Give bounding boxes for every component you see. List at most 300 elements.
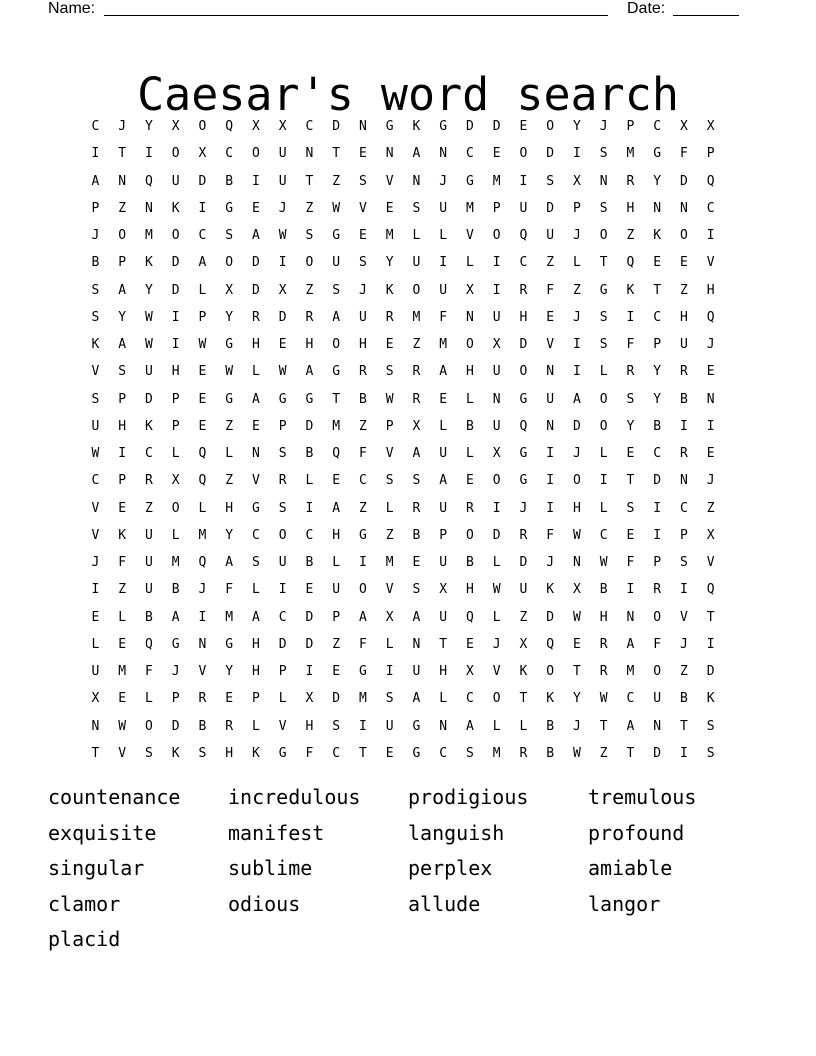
grid-letter: I (91, 582, 100, 598)
grid-letter: H (358, 337, 367, 353)
grid-letter: V (91, 527, 100, 543)
grid-letter: W (385, 391, 394, 407)
word-list-item: singular (48, 856, 145, 880)
grid-letter: Z (626, 228, 635, 244)
grid-letter: R (519, 527, 528, 543)
grid-letter: I (358, 555, 367, 571)
grid-letter: J (546, 555, 555, 571)
grid-letter: Z (305, 200, 314, 216)
grid-letter: I (679, 582, 688, 598)
grid-letter: L (385, 636, 394, 652)
grid-letter: Y (653, 391, 662, 407)
grid-letter: G (332, 228, 341, 244)
grid-letter: M (171, 555, 180, 571)
grid-letter: Z (385, 527, 394, 543)
grid-letter: K (144, 418, 153, 434)
grid-letter: M (626, 146, 635, 162)
grid-letter: D (305, 636, 314, 652)
grid-letter: E (465, 636, 474, 652)
grid-letter: H (519, 309, 528, 325)
grid-letter: Z (118, 582, 127, 598)
grid-letter: S (118, 364, 127, 380)
grid-letter: L (599, 364, 608, 380)
grid-letter: I (546, 446, 555, 462)
grid-letter: E (251, 418, 260, 434)
grid-letter: H (305, 718, 314, 734)
grid-letter: N (706, 391, 715, 407)
grid-letter: Z (332, 173, 341, 189)
grid-letter: Z (599, 745, 608, 761)
grid-letter: D (171, 718, 180, 734)
grid-letter: G (225, 391, 234, 407)
grid-letter: J (171, 664, 180, 680)
grid-letter: C (599, 527, 608, 543)
grid-letter: N (358, 119, 367, 135)
grid-letter: C (465, 146, 474, 162)
grid-letter: R (385, 309, 394, 325)
grid-letter: R (599, 664, 608, 680)
grid-letter: F (225, 582, 234, 598)
grid-letter: U (91, 664, 100, 680)
grid-letter: V (198, 664, 207, 680)
date-label: Date: (627, 0, 666, 17)
grid-row (82, 522, 724, 549)
grid-letter: F (305, 745, 314, 761)
grid-letter: Z (225, 473, 234, 489)
word-list-item: manifest (228, 820, 325, 845)
grid-letter: N (546, 418, 555, 434)
grid-letter: S (358, 255, 367, 271)
grid-letter: N (305, 146, 314, 162)
grid-letter: W (278, 228, 287, 244)
grid-letter: H (225, 500, 234, 516)
grid-letter: L (519, 718, 528, 734)
word-list-item: exquisite (48, 820, 157, 845)
grid-letter: R (278, 473, 287, 489)
grid-letter: R (519, 282, 528, 298)
word-list-item: incredulous (228, 785, 361, 809)
grid-letter: L (439, 691, 448, 707)
grid-letter: K (706, 691, 715, 707)
grid-row (82, 277, 724, 304)
word-list-item: clamor (48, 891, 121, 916)
grid-letter: K (546, 691, 555, 707)
grid-letter: E (118, 500, 127, 516)
grid-letter: L (91, 636, 100, 652)
grid-letter: D (492, 119, 501, 135)
grid-letter: Z (144, 500, 153, 516)
grid-row (82, 658, 724, 685)
grid-letter: A (626, 636, 635, 652)
grid-letter: G (305, 391, 314, 407)
grid-letter: G (225, 337, 234, 353)
grid-letter: O (492, 228, 501, 244)
grid-letter: D (653, 745, 662, 761)
grid-letter: U (144, 555, 153, 571)
grid-letter: D (305, 609, 314, 625)
grid-row (82, 195, 724, 222)
grid-letter: G (225, 636, 234, 652)
grid-letter: P (706, 146, 715, 162)
grid-letter: O (546, 664, 555, 680)
grid-letter: O (492, 473, 501, 489)
grid-letter: T (626, 745, 635, 761)
grid-row (82, 549, 724, 576)
grid-letter: Y (626, 418, 635, 434)
grid-letter: E (706, 364, 715, 380)
grid-letter: N (679, 473, 688, 489)
grid-letter: E (91, 609, 100, 625)
grid-letter: M (225, 609, 234, 625)
grid-letter: S (91, 309, 100, 325)
grid-letter: P (332, 609, 341, 625)
grid-letter: O (198, 119, 207, 135)
word-list-item: amiable (588, 856, 673, 880)
grid-letter: U (412, 664, 421, 680)
grid-letter: E (706, 446, 715, 462)
grid-letter: H (465, 582, 474, 598)
grid-letter: A (118, 337, 127, 353)
grid-letter: A (412, 609, 421, 625)
grid-letter: A (412, 146, 421, 162)
grid-letter: X (198, 146, 207, 162)
grid-letter: G (653, 146, 662, 162)
grid-letter: J (599, 119, 608, 135)
grid-letter: X (278, 282, 287, 298)
grid-letter: N (439, 146, 448, 162)
grid-letter: X (706, 527, 715, 543)
grid-letter: E (305, 582, 314, 598)
grid-letter: G (278, 391, 287, 407)
grid-letter: R (679, 446, 688, 462)
grid-letter: A (251, 228, 260, 244)
grid-letter: C (653, 446, 662, 462)
grid-letter: O (492, 691, 501, 707)
grid-letter: A (358, 609, 367, 625)
grid-letter: U (492, 364, 501, 380)
grid-letter: B (679, 691, 688, 707)
grid-letter: M (332, 418, 341, 434)
grid-letter: Q (198, 446, 207, 462)
grid-letter: K (171, 745, 180, 761)
grid-letter: S (599, 146, 608, 162)
grid-letter: E (358, 146, 367, 162)
grid-letter: C (653, 119, 662, 135)
grid-letter: X (679, 119, 688, 135)
grid-letter: N (626, 609, 635, 625)
grid-letter: I (546, 500, 555, 516)
grid-letter: E (385, 745, 394, 761)
grid-letter: O (251, 146, 260, 162)
grid-letter: S (546, 173, 555, 189)
grid-letter: U (546, 228, 555, 244)
grid-letter: Q (546, 636, 555, 652)
grid-letter: O (171, 500, 180, 516)
grid-letter: Y (225, 527, 234, 543)
grid-letter: C (91, 473, 100, 489)
grid-letter: N (385, 146, 394, 162)
grid-letter: V (91, 500, 100, 516)
grid-letter: C (225, 146, 234, 162)
grid-letter: A (465, 718, 474, 734)
word-list-item: allude (408, 891, 481, 916)
grid-letter: U (492, 418, 501, 434)
grid-letter: V (706, 555, 715, 571)
grid-letter: C (626, 691, 635, 707)
grid-letter: D (251, 255, 260, 271)
grid-letter: I (626, 309, 635, 325)
grid-letter: K (118, 527, 127, 543)
grid-letter: B (198, 718, 207, 734)
grid-letter: F (546, 527, 555, 543)
grid-letter: X (439, 582, 448, 598)
grid-letter: L (225, 446, 234, 462)
grid-letter: L (144, 691, 153, 707)
grid-letter: Y (653, 364, 662, 380)
grid-letter: I (546, 473, 555, 489)
grid-letter: C (706, 200, 715, 216)
grid-letter: N (572, 555, 581, 571)
grid-letter: C (305, 527, 314, 543)
grid-letter: S (412, 200, 421, 216)
name-label: Name: (48, 0, 96, 17)
grid-letter: I (144, 146, 153, 162)
grid-letter: Y (385, 255, 394, 271)
grid-letter: X (412, 418, 421, 434)
grid-letter: G (225, 200, 234, 216)
grid-letter: I (278, 582, 287, 598)
grid-letter: H (439, 664, 448, 680)
grid-letter: K (251, 745, 260, 761)
grid-letter: H (332, 527, 341, 543)
grid-letter: D (653, 473, 662, 489)
grid-letter: I (572, 364, 581, 380)
grid-letter: R (198, 691, 207, 707)
grid-letter: O (653, 609, 662, 625)
grid-letter: X (465, 664, 474, 680)
grid-letter: T (679, 718, 688, 734)
grid-letter: J (198, 582, 207, 598)
grid-letter: L (251, 364, 260, 380)
grid-letter: Q (332, 446, 341, 462)
grid-letter: C (358, 473, 367, 489)
grid-letter: B (546, 745, 555, 761)
grid-letter: X (171, 119, 180, 135)
grid-letter: Z (358, 418, 367, 434)
grid-letter: O (144, 718, 153, 734)
grid-letter: B (225, 173, 234, 189)
grid-letter: O (118, 228, 127, 244)
grid-letter: J (492, 636, 501, 652)
grid-letter: S (706, 718, 715, 734)
grid-letter: A (118, 282, 127, 298)
grid-letter: K (91, 337, 100, 353)
grid-letter: S (599, 337, 608, 353)
grid-letter: M (465, 200, 474, 216)
grid-letter: E (278, 337, 287, 353)
date-field-line[interactable] (673, 15, 739, 16)
grid-letter: L (251, 582, 260, 598)
grid-letter: I (679, 745, 688, 761)
grid-letter: O (305, 255, 314, 271)
grid-letter: X (492, 337, 501, 353)
grid-letter: L (439, 228, 448, 244)
grid-letter: X (519, 636, 528, 652)
grid-letter: J (278, 200, 287, 216)
grid-letter: W (572, 745, 581, 761)
grid-letter: X (225, 282, 234, 298)
grid-letter: U (519, 582, 528, 598)
grid-letter: L (492, 555, 501, 571)
grid-letter: S (412, 582, 421, 598)
grid-letter: Z (332, 636, 341, 652)
grid-letter: C (465, 691, 474, 707)
grid-letter: P (278, 664, 287, 680)
grid-letter: M (144, 228, 153, 244)
grid-letter: C (305, 119, 314, 135)
grid-letter: N (492, 391, 501, 407)
grid-letter: Q (198, 473, 207, 489)
grid-letter: O (679, 228, 688, 244)
grid-letter: Q (225, 119, 234, 135)
grid-letter: C (198, 228, 207, 244)
grid-letter: J (439, 173, 448, 189)
grid-letter: A (91, 173, 100, 189)
grid-letter: A (171, 609, 180, 625)
grid-letter: V (358, 200, 367, 216)
grid-letter: U (332, 255, 341, 271)
grid-letter: B (653, 418, 662, 434)
grid-row (82, 631, 724, 658)
grid-letter: E (412, 555, 421, 571)
grid-letter: U (439, 282, 448, 298)
grid-letter: I (305, 664, 314, 680)
grid-letter: M (492, 745, 501, 761)
grid-letter: J (706, 337, 715, 353)
grid-letter: S (706, 745, 715, 761)
grid-letter: W (225, 364, 234, 380)
grid-letter: E (679, 255, 688, 271)
grid-letter: H (305, 337, 314, 353)
grid-row (82, 222, 724, 249)
grid-letter: U (679, 337, 688, 353)
grid-row (82, 304, 724, 331)
grid-letter: S (278, 500, 287, 516)
grid-letter: Z (519, 609, 528, 625)
grid-letter: G (412, 718, 421, 734)
grid-letter: G (519, 446, 528, 462)
grid-letter: L (572, 255, 581, 271)
grid-letter: E (118, 636, 127, 652)
letter-grid (82, 113, 724, 767)
grid-letter: W (572, 527, 581, 543)
grid-letter: L (198, 282, 207, 298)
grid-letter: S (358, 173, 367, 189)
grid-letter: N (465, 309, 474, 325)
grid-letter: H (572, 500, 581, 516)
grid-letter: E (225, 691, 234, 707)
grid-letter: S (626, 500, 635, 516)
grid-letter: S (385, 691, 394, 707)
grid-letter: U (144, 364, 153, 380)
grid-letter: R (412, 364, 421, 380)
grid-letter: E (492, 146, 501, 162)
page-title: Caesar's word search (137, 68, 679, 122)
grid-letter: T (305, 173, 314, 189)
grid-letter: Y (225, 309, 234, 325)
grid-letter: E (385, 337, 394, 353)
grid-letter: O (358, 582, 367, 598)
grid-letter: X (385, 609, 394, 625)
grid-letter: M (385, 228, 394, 244)
grid-letter: B (171, 582, 180, 598)
grid-letter: G (412, 745, 421, 761)
grid-letter: D (546, 200, 555, 216)
grid-letter: C (332, 745, 341, 761)
grid-letter: D (679, 173, 688, 189)
grid-letter: B (412, 527, 421, 543)
grid-letter: R (358, 364, 367, 380)
grid-letter: S (599, 200, 608, 216)
grid-letter: Y (144, 119, 153, 135)
grid-letter: K (626, 282, 635, 298)
grid-letter: X (465, 282, 474, 298)
grid-letter: H (251, 664, 260, 680)
grid-letter: W (144, 337, 153, 353)
grid-letter: U (278, 146, 287, 162)
grid-letter: A (412, 691, 421, 707)
grid-letter: F (679, 146, 688, 162)
grid-letter: T (706, 609, 715, 625)
grid-letter: R (412, 500, 421, 516)
grid-letter: G (599, 282, 608, 298)
grid-letter: P (118, 255, 127, 271)
grid-letter: L (465, 255, 474, 271)
grid-letter: C (653, 309, 662, 325)
grid-letter: T (332, 146, 341, 162)
grid-letter: U (358, 309, 367, 325)
grid-letter: J (572, 446, 581, 462)
grid-letter: H (599, 609, 608, 625)
grid-letter: I (626, 582, 635, 598)
grid-letter: P (198, 309, 207, 325)
grid-letter: V (465, 228, 474, 244)
grid-letter: E (251, 200, 260, 216)
grid-row (82, 713, 724, 740)
name-field-line[interactable] (104, 15, 608, 16)
grid-letter: W (572, 609, 581, 625)
grid-letter: X (305, 691, 314, 707)
grid-letter: E (653, 255, 662, 271)
grid-letter: M (492, 173, 501, 189)
grid-row (82, 413, 724, 440)
grid-letter: I (251, 173, 260, 189)
grid-letter: O (465, 337, 474, 353)
grid-letter: C (439, 745, 448, 761)
grid-letter: Z (572, 282, 581, 298)
grid-row (82, 685, 724, 712)
grid-letter: X (91, 691, 100, 707)
grid-letter: E (439, 391, 448, 407)
grid-letter: W (332, 200, 341, 216)
grid-letter: E (358, 228, 367, 244)
grid-letter: S (385, 364, 394, 380)
grid-letter: K (653, 228, 662, 244)
grid-letter: A (225, 555, 234, 571)
grid-letter: V (546, 337, 555, 353)
grid-letter: N (251, 446, 260, 462)
grid-letter: A (332, 500, 341, 516)
